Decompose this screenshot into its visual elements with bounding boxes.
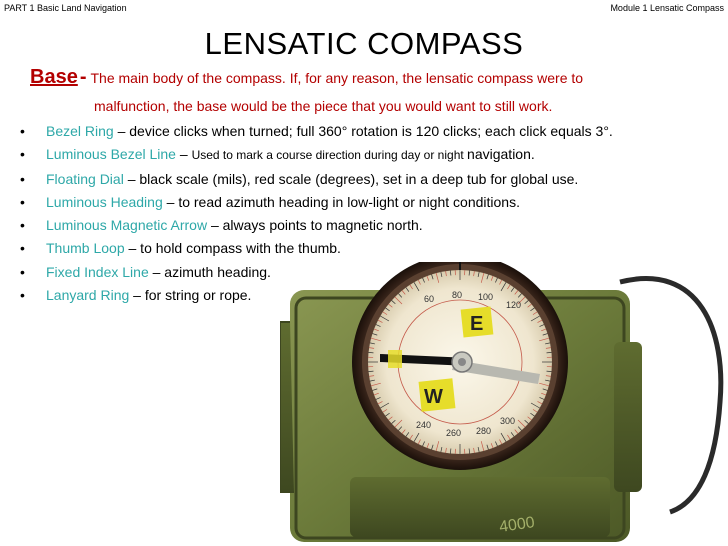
desc-lanyard-ring: – for string or rope. [129, 287, 252, 304]
dial-number: 280 [476, 426, 492, 436]
dial-number: 80 [452, 290, 463, 300]
desc-bezel-ring: – device clicks when turned; full 360° rotation is 120 clicks; each click equals 3°. [113, 123, 613, 139]
term-bezel-ring: Bezel Ring [46, 123, 114, 139]
dial-number: 120 [506, 300, 522, 310]
base-text-line1: The main body of the compass. If, for any reason, the lensatic compass were to [90, 70, 584, 86]
term-floating-dial: Floating Dial [46, 170, 124, 187]
desc-luminous-magnetic-arrow: – always points to magnetic north. [207, 217, 423, 234]
dial-number: 260 [446, 428, 462, 438]
compass-illustration [280, 262, 726, 544]
desc-fixed-index-line: – azimuth heading. [148, 263, 271, 280]
list-item [20, 191, 613, 214]
desc-luminous-bezel-line-end: navigation. [467, 146, 535, 163]
desc-luminous-heading: – to read azimuth heading in low-light or night conditions. [162, 193, 520, 210]
list-item [20, 237, 613, 260]
term-fixed-index-line: Fixed Index Line [46, 263, 149, 280]
dial-number: 240 [416, 420, 432, 430]
desc-luminous-bezel-line-small: Used to mark a course direction during day or night [191, 148, 468, 163]
dial-letter-east: E [470, 313, 484, 335]
luminous-arrow-strip [388, 350, 402, 368]
bullet-icon: • [20, 146, 25, 163]
bullet-icon: • [20, 240, 25, 257]
base-text-line2: malfunction, the base would be the piece that you would want to still work. [94, 98, 553, 114]
compass-bottom-plate [350, 477, 610, 537]
compass-stamp: 4000 [498, 514, 536, 536]
header-left: PART 1 Basic Land Navigation [4, 3, 127, 13]
base-definition [30, 66, 583, 89]
bullet-icon: • [20, 217, 25, 234]
list-item [20, 120, 613, 143]
list-item [20, 214, 613, 237]
header-right: Module 1 Lensatic Compass [610, 3, 724, 13]
desc-floating-dial: – black scale (mils), red scale (degrees), set in a deep tub for global use. [123, 170, 579, 187]
term-luminous-magnetic-arrow: Luminous Magnetic Arrow [46, 217, 208, 234]
bullet-icon: • [20, 170, 25, 187]
list-item [20, 143, 613, 167]
bullet-icon: • [20, 123, 25, 139]
hinge [614, 342, 642, 492]
dial-number: 100 [478, 292, 494, 302]
list-item [20, 168, 613, 191]
bullet-icon: • [20, 263, 25, 280]
dial-number: 300 [500, 416, 516, 426]
desc-thumb-loop: – to hold compass with the thumb. [124, 240, 341, 257]
term-thumb-loop: Thumb Loop [46, 240, 125, 257]
page-title: LENSATIC COMPASS [204, 26, 524, 61]
desc-luminous-bezel-line: – [175, 146, 192, 163]
bullet-icon: • [20, 287, 25, 304]
base-term: Base [30, 66, 78, 88]
base-dash: - [79, 66, 87, 88]
term-luminous-bezel-line: Luminous Bezel Line [46, 146, 176, 163]
term-lanyard-ring: Lanyard Ring [46, 287, 130, 304]
dial-number: 60 [424, 294, 435, 304]
term-luminous-heading: Luminous Heading [46, 193, 163, 210]
bullet-icon: • [20, 193, 25, 210]
dial-letter-west: W [424, 386, 443, 408]
